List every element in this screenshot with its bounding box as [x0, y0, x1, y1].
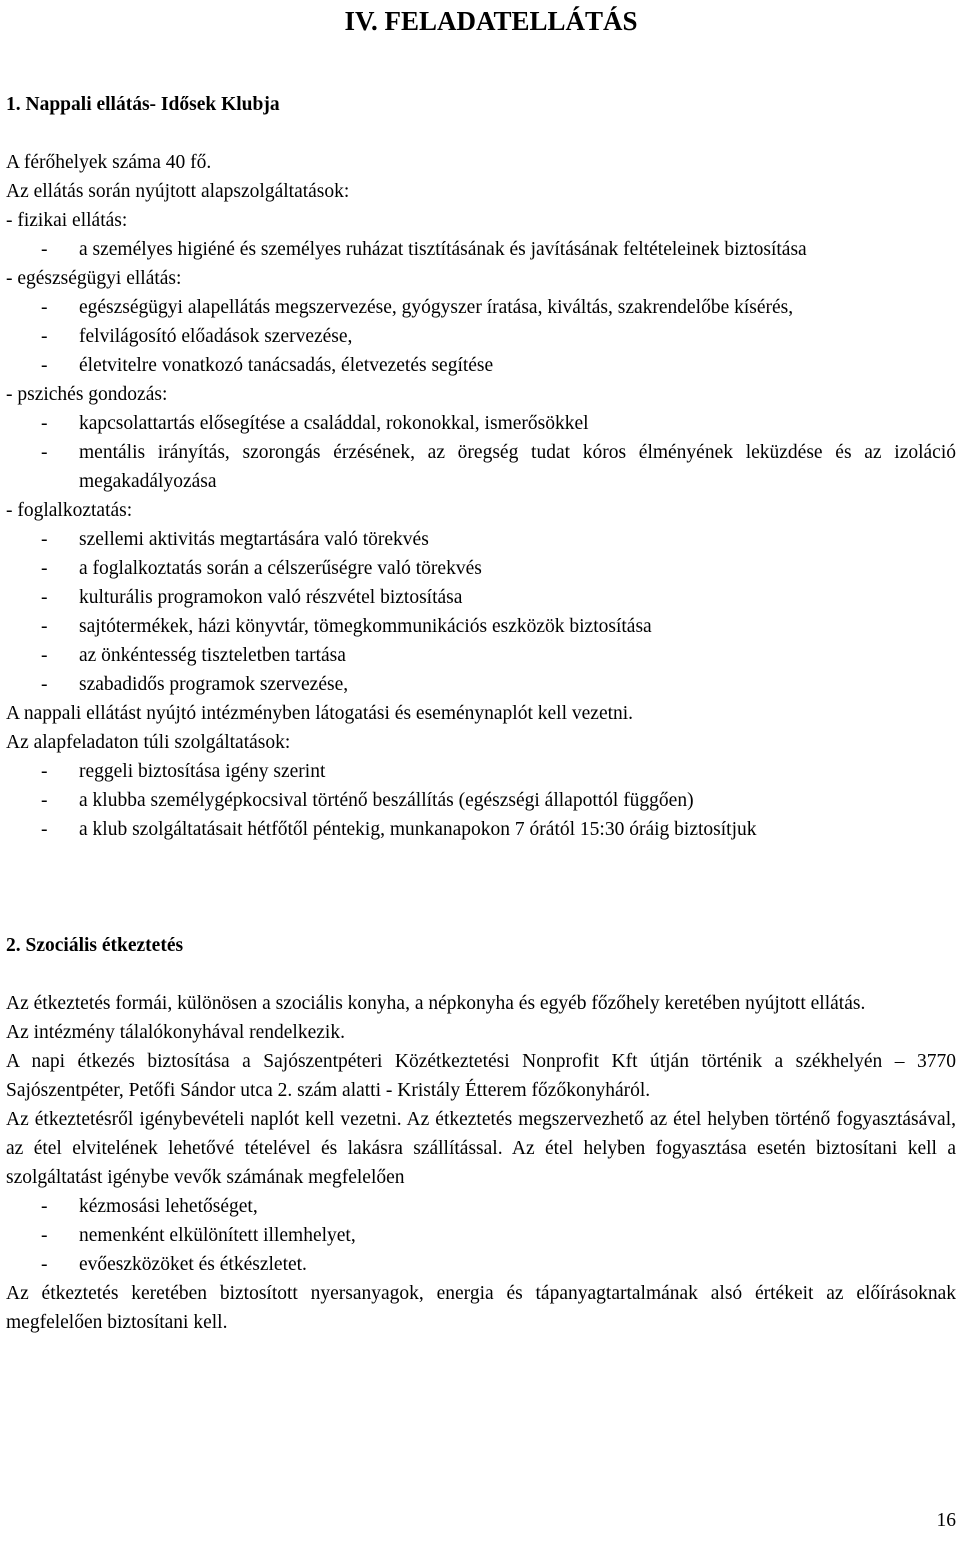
section-2-heading: 2. Szociális étkeztetés — [6, 935, 184, 956]
list-item: - kézmosási lehetőséget, — [6, 1192, 956, 1221]
group-list-occupation — [6, 525, 956, 699]
group-label-health: - egészségügyi ellátás: — [6, 268, 182, 289]
group-label-occupation: - foglalkoztatás: — [6, 500, 133, 521]
meal-requirements-list — [6, 1192, 956, 1279]
group-list-psychic — [6, 409, 956, 496]
group-list-physical — [6, 235, 956, 264]
group-label-physical: - fizikai ellátás: — [6, 210, 128, 231]
list-item: - a foglalkoztatás során a célszerűségre való törekvés — [6, 554, 956, 583]
meal-log-paragraph: Az étkeztetésről igénybevételi naplót kell vezetni. Az étkeztetés megszervezhető az étel helyben történő fogyasztásával, az étel elvitelének lehetővé tételével és lakásra szállítással. Az étel helyben fogyasztása esetén biztosítani kell a szolgáltatást igénybe vevők számának megfelelően — [6, 1109, 956, 1188]
list-item: - a személyes higiéné és személyes ruházat tisztításának és javításának feltételeinek biztosítása — [6, 235, 956, 264]
list-item: - életvitelre vonatkozó tanácsadás, életvezetés segítése — [6, 351, 956, 380]
list-item: - szabadidős programok szervezése, — [6, 670, 956, 699]
list-item: - reggeli biztosítása igény szerint — [6, 757, 956, 786]
list-item: - nemenként elkülönített illemhelyet, — [6, 1221, 956, 1250]
list-item: - mentális irányítás, szorongás érzésének, az öregség tudat kóros élményének leküzdése és az izoláció megakadályozása — [6, 438, 956, 496]
group-list-health — [6, 293, 956, 380]
list-item: - az önkéntesség tiszteletben tartása — [6, 641, 956, 670]
page-number: 16 — [936, 1510, 956, 1531]
list-item: - szellemi aktivitás megtartására való törekvés — [6, 525, 956, 554]
serving-kitchen-paragraph: Az intézmény tálalókonyhával rendelkezik. — [6, 1022, 345, 1043]
list-item: - kulturális programokon való részvétel biztosítása — [6, 583, 956, 612]
list-item: - egészségügyi alapellátás megszervezése, gyógyszer íratása, kiváltás, szakrendelőbe kísérés, — [6, 293, 956, 322]
section-1-body — [6, 148, 956, 844]
capacity-text: A férőhelyek száma 40 fő. — [6, 152, 212, 173]
list-item: - felvilágosító előadások szervezése, — [6, 322, 956, 351]
nutrition-paragraph: Az étkeztetés keretében biztosított nyersanyagok, energia és tápanyagtartalmának alsó értékeit az előírásoknak megfelelően biztosítani kell. — [6, 1283, 956, 1333]
list-item: - sajtótermékek, házi könyvtár, tömegkommunikációs eszközök biztosítása — [6, 612, 956, 641]
group-label-psychic: - pszichés gondozás: — [6, 384, 168, 405]
section-1 — [6, 90, 956, 119]
list-item: - evőeszközöket és étkészletet. — [6, 1250, 956, 1279]
chapter-title: IV. FELADATELLÁTÁS — [344, 6, 638, 36]
list-item: - kapcsolattartás elősegítése a családdal, rokonokkal, ismerősökkel — [6, 409, 956, 438]
extra-services-heading: Az alapfeladaton túli szolgáltatások: — [6, 732, 291, 753]
list-item: - a klubba személygépkocsival történő beszállítás (egészségi állapottól függően) — [6, 786, 956, 815]
section-1-heading: 1. Nappali ellátás- Idősek Klubja — [6, 94, 280, 115]
meal-forms-paragraph: Az étkeztetés formái, különösen a szociális konyha, a népkonyha és egyéb főzőhely keretében nyújtott ellátás. — [6, 993, 866, 1014]
section-2-body — [6, 989, 956, 1337]
list-item: - a klub szolgáltatásait hétfőtől péntekig, munkanapokon 7 órától 15:30 óráig biztosítjuk — [6, 815, 956, 844]
daily-meal-paragraph: A napi étkezés biztosítása a Sajószentpéteri Közétkeztetési Nonprofit Kft útján történik a székhelyén – 3770 Sajószentpéter, Petőfi Sándor utca 2. szám alatti - Kristály Étterem főzőkonyháról. — [6, 1051, 956, 1101]
extra-services-list — [6, 757, 956, 844]
log-note: A nappali ellátást nyújtó intézményben látogatási és eseménynaplót kell vezetni. — [6, 703, 634, 724]
services-intro: Az ellátás során nyújtott alapszolgáltatások: — [6, 181, 350, 202]
section-2 — [6, 931, 956, 960]
